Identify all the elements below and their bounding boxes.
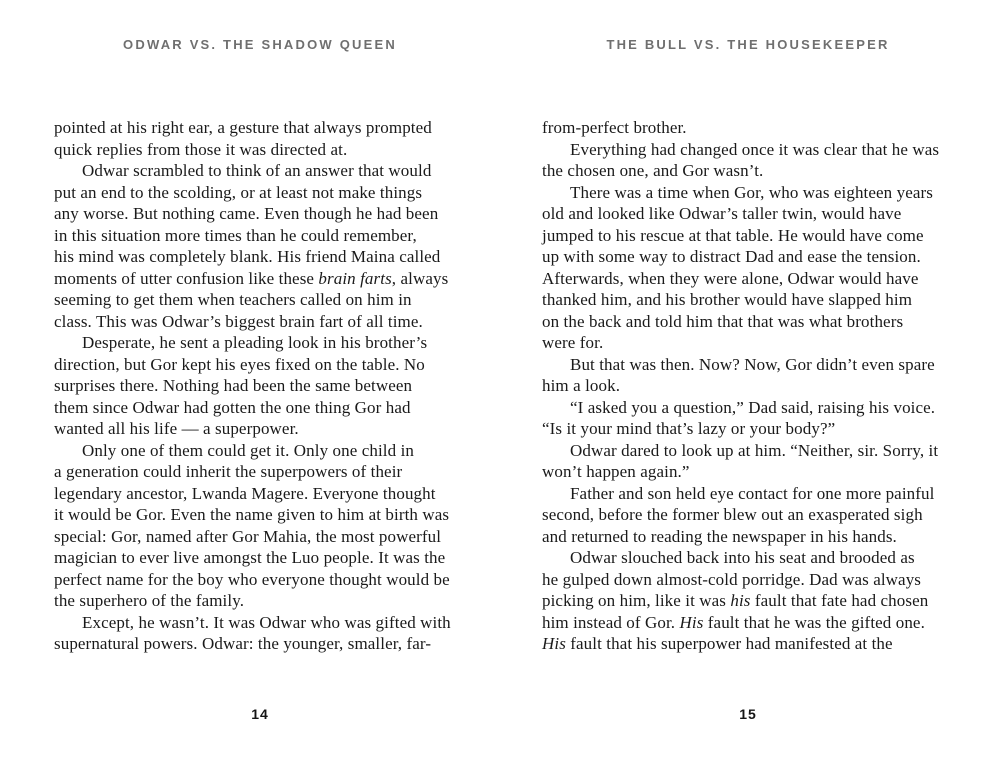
text-line: seeming to get them when teachers called on him in (54, 290, 412, 309)
text-line: old and looked like Odwar’s taller twin, would have (542, 204, 902, 223)
text-line: won’t happen again.” (542, 462, 690, 481)
text-line: jumped to his rescue at that table. He would have come (542, 225, 924, 245)
text-line: Everything had changed once it was clear that he was (570, 139, 940, 159)
text-line: in this situation more times than he could remember, (54, 225, 417, 245)
text-line: special: Gor, named after Gor Mahia, the most powerful (54, 526, 442, 546)
page-number-right: 15 (739, 706, 757, 722)
text-line: class. This was Odwar’s biggest brain fart of all time. (54, 311, 423, 331)
text-line: him instead of Gor. His fault that he was the gifted one. (542, 612, 925, 632)
text-line: were for. (542, 333, 604, 352)
text-line: Odwar dared to look up at him. “Neither, sir. Sorry, it (570, 440, 939, 460)
text-line: picking on him, like it was his fault that fate had chosen (542, 591, 929, 610)
text-line: any worse. But nothing came. Even though he had been (54, 204, 439, 223)
text-line: the chosen one, and Gor wasn’t. (542, 161, 764, 180)
text-line: them since Odwar had gotten the one thing Gor had (54, 397, 411, 417)
text-line: Desperate, he sent a pleading look in his brother’s (82, 333, 428, 352)
text-line: His fault that his superpower had manifested at the (542, 634, 893, 653)
text-line: Father and son held eye contact for one more painful (570, 483, 935, 503)
text-line: But that was then. Now? Now, Gor didn’t even spare (570, 354, 935, 374)
text-line: “Is it your mind that’s lazy or your body?” (542, 419, 836, 438)
text-line: it would be Gor. Even the name given to him at birth was (54, 505, 450, 524)
right-page (542, 0, 954, 768)
right-page-body (542, 117, 954, 655)
text-line: direction, but Gor kept his eyes fixed on the table. No (54, 354, 425, 374)
text-line: Odwar slouched back into his seat and brooded as (570, 548, 915, 567)
text-line: wanted all his life — a superpower. (54, 419, 299, 438)
text-line: “I asked you a question,” Dad said, raising his voice. (570, 397, 936, 417)
text-line: There was a time when Gor, who was eighteen years (570, 182, 933, 202)
text-line: pointed at his right ear, a gesture that always prompted (54, 118, 432, 137)
running-head-right: THE BULL VS. THE HOUSEKEEPER (606, 37, 890, 52)
text-line: the superhero of the family. (54, 591, 245, 610)
text-line: second, before the former blew out an exasperated sigh (542, 505, 923, 524)
text-line: Except, he wasn’t. It was Odwar who was gifted with (82, 612, 451, 632)
text-line: supernatural powers. Odwar: the younger, smaller, far- (54, 634, 432, 653)
text-line: Only one of them could get it. Only one child in (82, 440, 414, 460)
text-line: on the back and told him that that was what brothers (542, 311, 904, 331)
text-line: a generation could inherit the superpowers of their (54, 462, 403, 481)
text-line: moments of utter confusion like these brain farts, always (54, 268, 449, 288)
text-line: legendary ancestor, Lwanda Magere. Everyone thought (54, 483, 436, 503)
text-line: him a look. (542, 376, 621, 395)
page-number-left: 14 (251, 706, 269, 722)
text-line: he gulped down almost-cold porridge. Dad was always (542, 569, 922, 589)
text-line: perfect name for the boy who everyone thought would be (54, 569, 450, 589)
text-line: from-perfect brother. (542, 118, 687, 137)
left-page (54, 0, 466, 768)
text-line: Afterwards, when they were alone, Odwar would have (542, 268, 919, 288)
text-line: and returned to reading the newspaper in his hands. (542, 526, 897, 546)
text-line: Odwar scrambled to think of an answer that would (82, 161, 432, 180)
running-head-left: ODWAR VS. THE SHADOW QUEEN (123, 37, 397, 52)
text-line: up with some way to distract Dad and ease the tension. (542, 247, 921, 266)
text-line: thanked him, and his brother would have slapped him (542, 290, 913, 309)
text-line: his mind was completely blank. His friend Maina called (54, 247, 441, 266)
left-page-body (54, 117, 466, 655)
text-line: put an end to the scolding, or at least not make things (54, 182, 423, 202)
text-line: magician to ever live amongst the Luo people. It was the (54, 548, 446, 567)
text-line: surprises there. Nothing had been the same between (54, 376, 413, 395)
text-line: quick replies from those it was directed at. (54, 139, 348, 159)
